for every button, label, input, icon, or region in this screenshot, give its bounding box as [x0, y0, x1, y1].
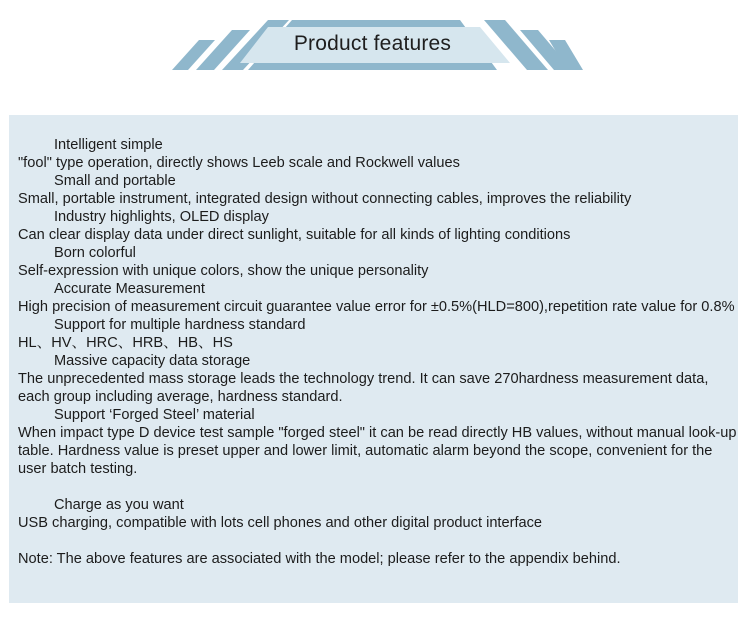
- features-list: [18, 136, 738, 568]
- feature-title: Accurate Measurement: [54, 281, 205, 297]
- feature-item: [18, 208, 738, 244]
- spacer: [18, 478, 738, 496]
- feature-item: [18, 316, 738, 352]
- feature-description: "fool" type operation, directly shows Leeb scale and Rockwell values: [18, 155, 460, 171]
- feature-title: Industry highlights, OLED display: [54, 209, 269, 225]
- feature-title: Support ‘Forged Steel’ material: [54, 407, 255, 423]
- feature-title: Intelligent simple: [54, 137, 163, 153]
- spacer: [18, 532, 738, 550]
- feature-description: Can clear display data under direct sunlight, suitable for all kinds of lighting conditions: [18, 227, 571, 243]
- feature-description: High precision of measurement circuit guarantee value error for ±0.5%(HLD=800),repetition rate value for 0.8%: [18, 299, 735, 315]
- feature-description: When impact type D device test sample "forged steel" it can be read directly HB values, without manual look-up table. Hardness value is preset upper and lower limit, automatic alarm beyond the scope, convenient for the user batch testing.: [18, 425, 737, 477]
- feature-item: [18, 280, 738, 316]
- feature-item: [18, 244, 738, 280]
- footnote: Note: The above features are associated with the model; please refer to the appendix behind.: [18, 551, 621, 567]
- page-title: Product features: [293, 32, 452, 55]
- feature-item: [18, 136, 738, 172]
- feature-description: Small, portable instrument, integrated design without connecting cables, improves the reliability: [18, 191, 632, 207]
- feature-item: [18, 406, 738, 478]
- feature-item: [18, 352, 738, 406]
- feature-item: [18, 172, 738, 208]
- feature-title: Born colorful: [54, 245, 136, 261]
- feature-title: Charge as you want: [54, 497, 184, 513]
- feature-title: Small and portable: [54, 173, 176, 189]
- feature-title: Massive capacity data storage: [54, 353, 251, 369]
- feature-title: Support for multiple hardness standard: [54, 317, 306, 333]
- feature-item: [18, 496, 738, 532]
- feature-description: HL、HV、HRC、HRB、HB、HS: [18, 335, 233, 351]
- feature-description: The unprecedented mass storage leads the technology trend. It can save 270hardness measurement data, each group including average, hardness standard.: [18, 371, 709, 405]
- feature-description: Self-expression with unique colors, show the unique personality: [18, 263, 429, 279]
- feature-description: USB charging, compatible with lots cell phones and other digital product interface: [18, 515, 543, 531]
- section-header: [0, 0, 750, 80]
